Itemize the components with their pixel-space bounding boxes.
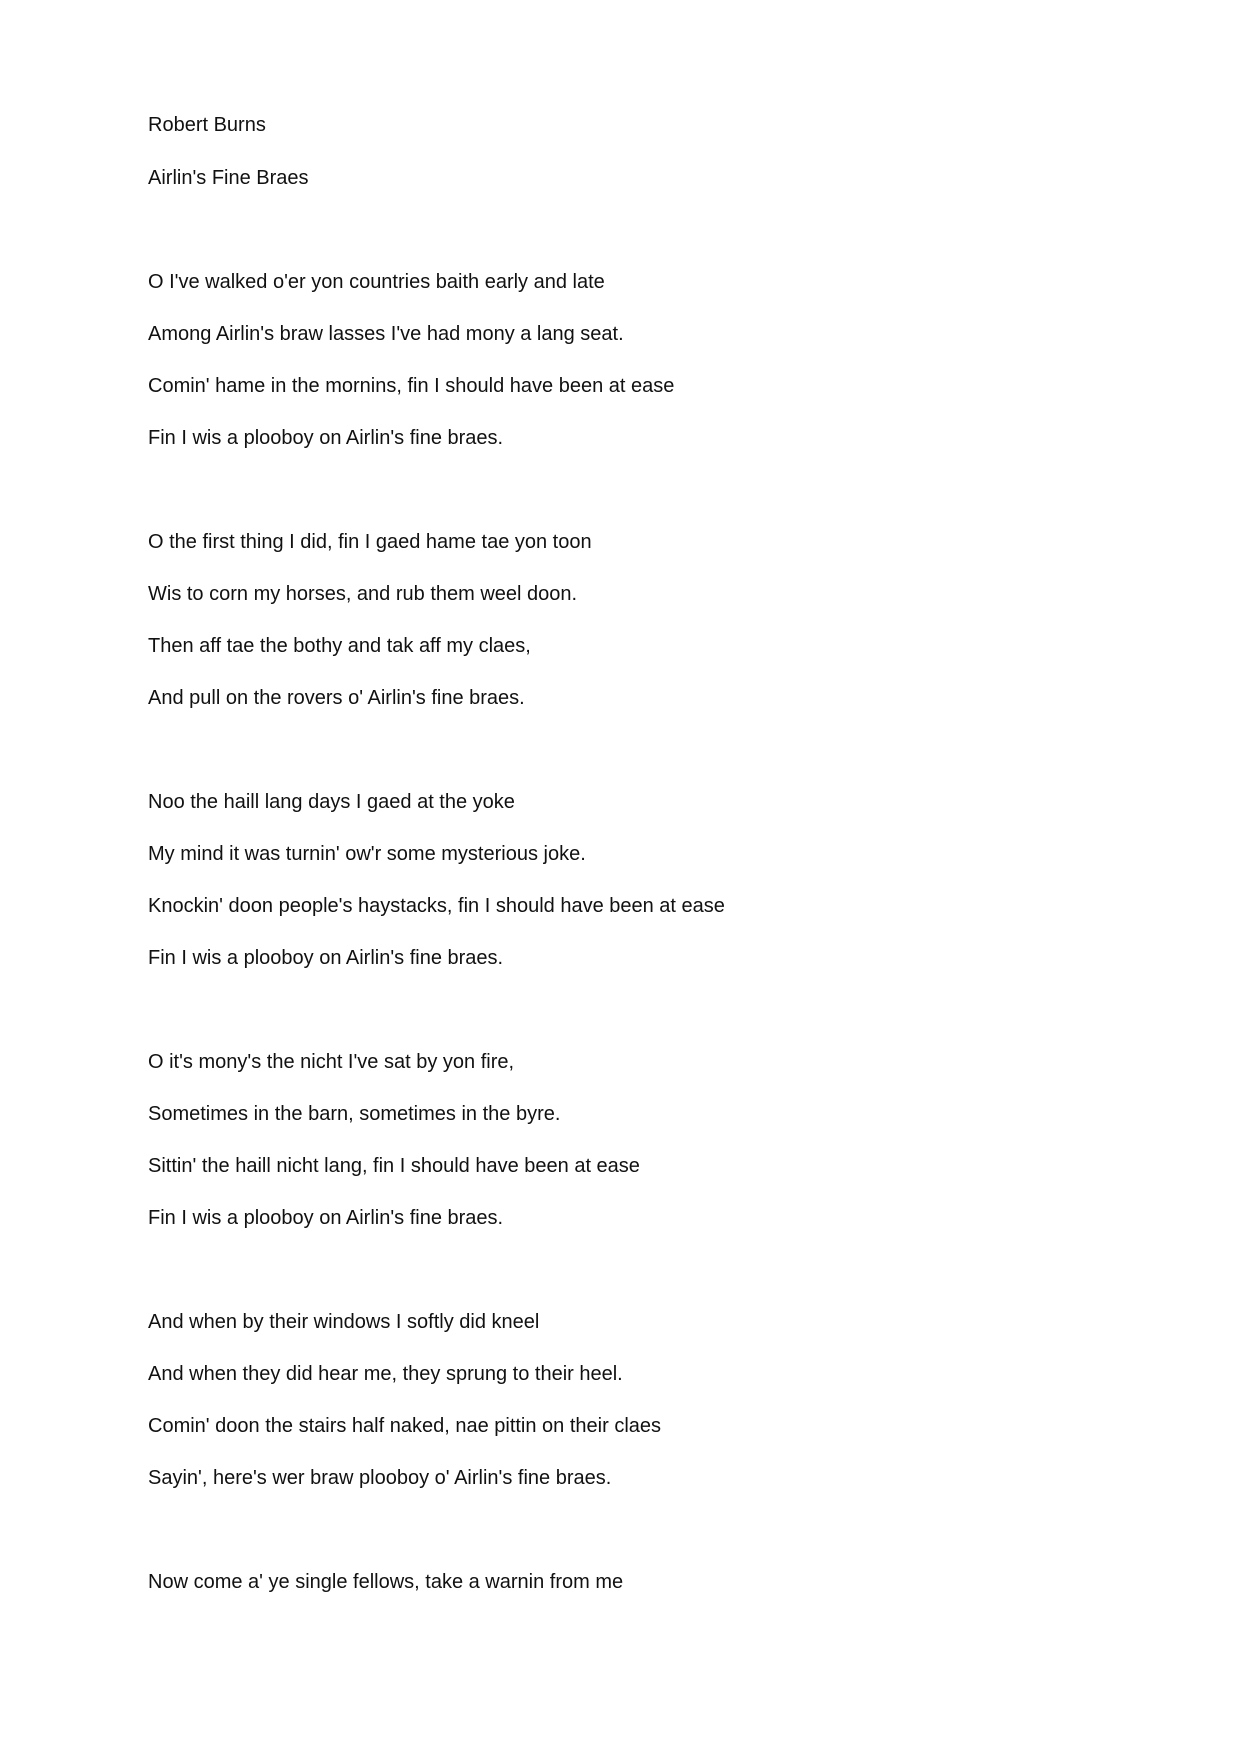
poem-line: Sayin', here's wer braw plooboy o' Airlin's fine braes.	[148, 1467, 612, 1489]
poem-line: Among Airlin's braw lasses I've had mony a lang seat.	[148, 323, 624, 345]
poem-line: Fin I wis a plooboy on Airlin's fine braes.	[148, 1207, 504, 1229]
poem-line: Fin I wis a plooboy on Airlin's fine braes.	[148, 947, 504, 969]
poem-line: O the first thing I did, fin I gaed hame tae yon toon	[148, 531, 592, 553]
poem-line: O I've walked o'er yon countries baith early and late	[148, 271, 605, 293]
poem-line: O it's mony's the nicht I've sat by yon fire,	[148, 1051, 515, 1073]
poem-line: Comin' doon the stairs half naked, nae pittin on their claes	[148, 1415, 662, 1437]
poem-line: My mind it was turnin' ow'r some mysterious joke.	[148, 843, 586, 865]
poem-line: Then aff tae the bothy and tak aff my claes,	[148, 635, 531, 657]
poem-line: Fin I wis a plooboy on Airlin's fine braes.	[148, 427, 504, 449]
poem-line: Comin' hame in the mornins, fin I should have been at ease	[148, 375, 675, 397]
poem-line: And when by their windows I softly did kneel	[148, 1311, 540, 1333]
poem-title: Airlin's Fine Braes	[148, 167, 309, 189]
poem-line: And when they did hear me, they sprung to their heel.	[148, 1363, 623, 1385]
poem-line: Sittin' the haill nicht lang, fin I should have been at ease	[148, 1155, 640, 1177]
poem-line: Knockin' doon people's haystacks, fin I should have been at ease	[148, 895, 725, 917]
poem-line: Sometimes in the barn, sometimes in the byre.	[148, 1103, 561, 1125]
poem-line: Now come a' ye single fellows, take a warnin from me	[148, 1571, 624, 1593]
author-name: Robert Burns	[148, 114, 266, 136]
poem-line: Noo the haill lang days I gaed at the yoke	[148, 791, 515, 813]
poem-line: Wis to corn my horses, and rub them weel doon.	[148, 583, 578, 605]
poem-line: And pull on the rovers o' Airlin's fine braes.	[148, 687, 525, 709]
